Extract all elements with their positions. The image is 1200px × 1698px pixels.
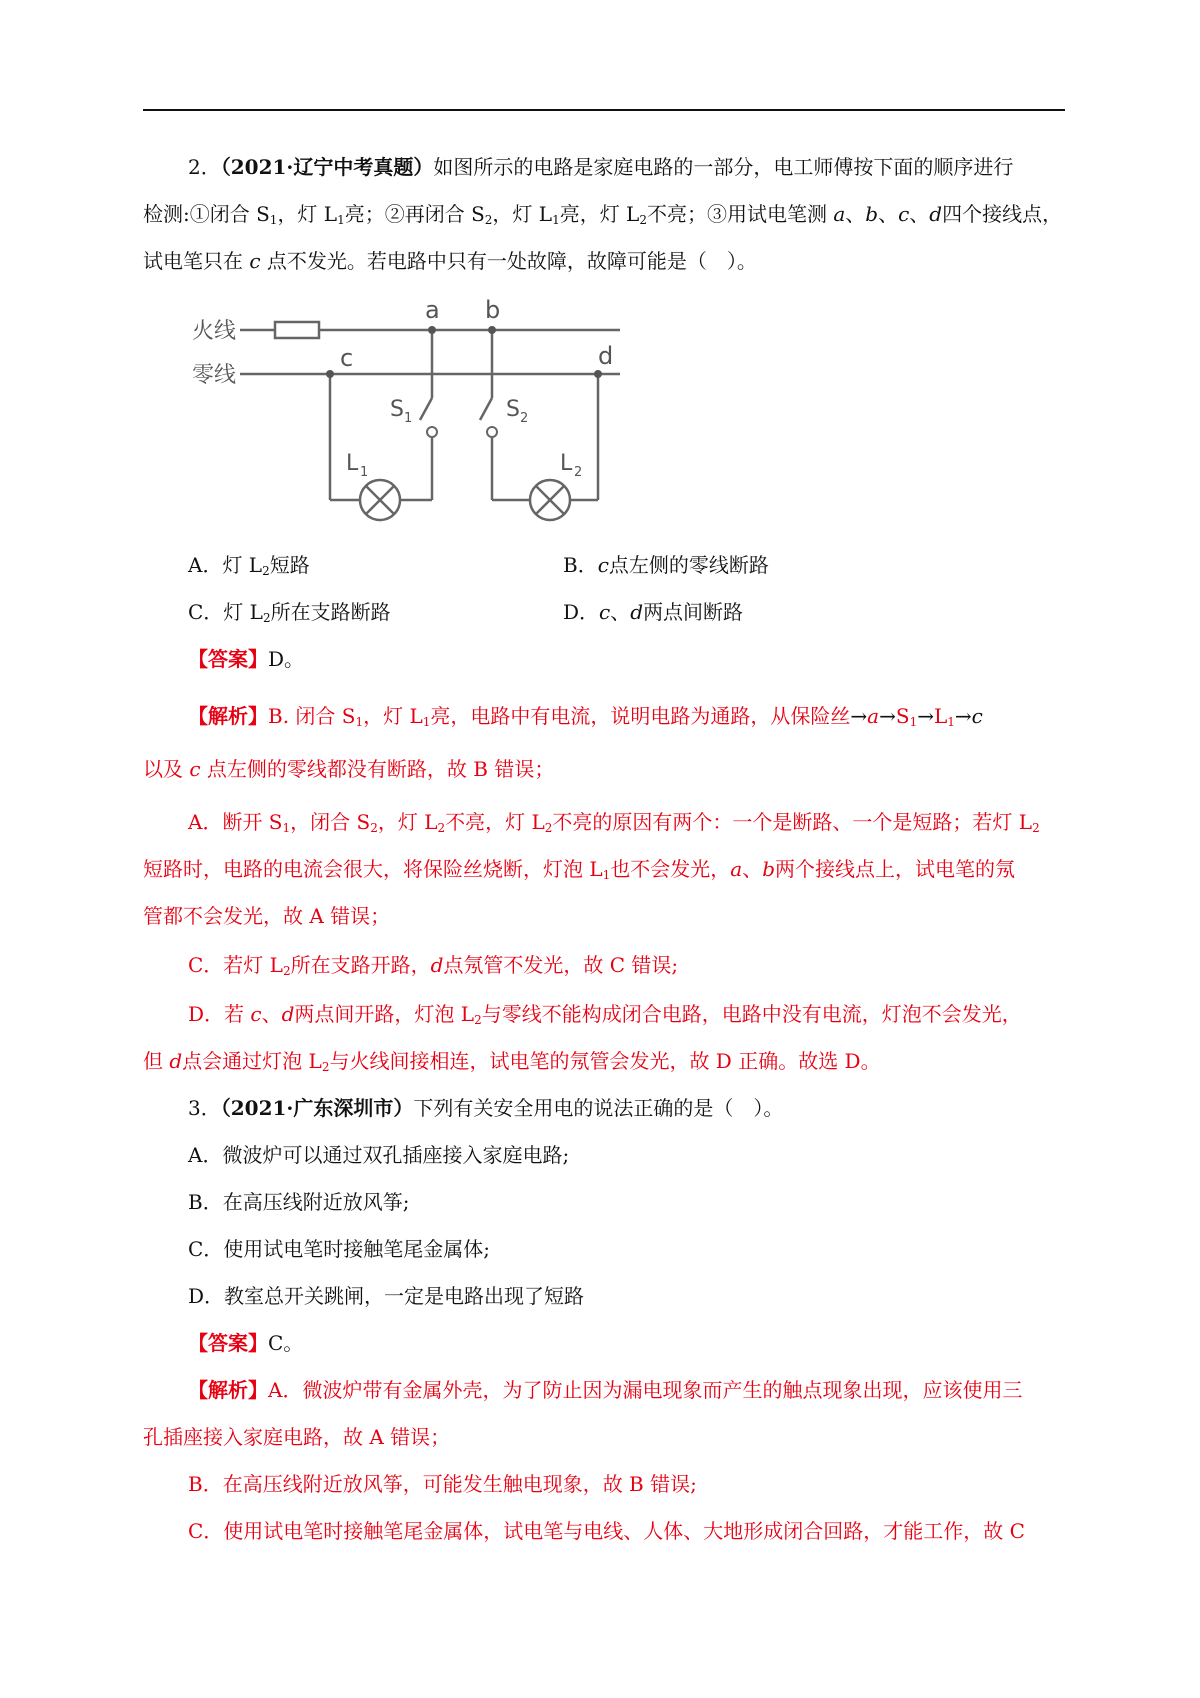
live-wire-label: 火线 <box>192 319 237 344</box>
q3-number: 3． <box>188 1096 221 1120</box>
switch-s1-contact-icon <box>427 427 437 437</box>
switch-s2-contact-icon <box>487 427 497 437</box>
svg-text:1: 1 <box>360 465 369 480</box>
header-rule <box>143 109 1065 111</box>
lamp-l2-icon <box>530 480 570 520</box>
q3-answer: 【答案】C。 <box>188 1331 304 1355</box>
answer-label: 【答案】 <box>188 647 268 671</box>
analysis-label: 【解析】 <box>188 704 268 728</box>
q2-number: 2． <box>188 155 221 179</box>
q3-analysis-line-1: 【解析】A．微波炉带有金属外壳，为了防止因为漏电现象而产生的触点现象出现，应该使用三 <box>188 1378 1023 1402</box>
q2-analysis-line-4: 短路时，电路的电流会很大，将保险丝烧断，灯泡 $L_1$也不会发光，a、b两个接线点上，试电笔的氖 <box>143 857 1016 882</box>
node-d <box>594 370 602 378</box>
q3-source: （2021·广东深圳市） <box>220 1096 414 1120</box>
q3-analysis-line-4: C．使用试电笔时接触笔尾金属体，试电笔与电线、人体、大地形成闭合回路，才能工作，故 C <box>188 1519 1025 1543</box>
fuse-icon <box>275 322 319 338</box>
lamp-l1-icon <box>360 480 400 520</box>
q3-option-c: C．使用试电笔时接触笔尾金属体; <box>188 1237 491 1261</box>
svg-text:2: 2 <box>574 465 583 480</box>
q2-option-c: C．灯 $L_2$所在支路断路 <box>188 600 391 625</box>
q3-option-d: D．教室总开关跳闸，一定是电路出现了短路 <box>188 1284 585 1308</box>
node-b <box>488 326 496 334</box>
q3-analysis-line-3: B．在高压线附近放风筝，可能发生触电现象，故 B 错误; <box>188 1472 697 1496</box>
q2-option-d: D．c、d两点间断路 <box>563 600 744 624</box>
q3-stem: 3．（2021·广东深圳市）下列有关安全用电的说法正确的是（ ）。 <box>188 1096 784 1120</box>
label-l2: L <box>560 451 573 476</box>
q2-analysis-line-6: C．若灯 $L_2$所在支路开路，d点氖管不发光，故 C 错误; <box>188 953 679 978</box>
analysis-label: 【解析】 <box>188 1378 268 1402</box>
label-a: a <box>425 296 440 324</box>
label-b: b <box>485 296 501 324</box>
circuit-diagram <box>192 296 630 528</box>
answer-label: 【答案】 <box>188 1331 268 1355</box>
neutral-wire-label: 零线 <box>192 363 237 388</box>
q2-source: （2021·辽宁中考真题） <box>220 155 434 179</box>
q3-option-b: B．在高压线附近放风筝; <box>188 1190 410 1214</box>
q2-stem-line-2: 检测:①闭合 $S_1$，灯 $L_1$亮；②再闭合 $S_2$，灯 $L_1$亮，灯 $L_2$不亮；③用试电笔测 a、b、c、d四个接线点， <box>143 202 1063 227</box>
label-s2: S <box>506 397 520 422</box>
label-l1: L <box>346 451 359 476</box>
q2-analysis-line-2: 以及 c 点左侧的零线都没有断路，故 B 错误； <box>143 757 555 781</box>
q2-analysis-line-3: A．断开 $S_1$，闭合 $S_2$，灯 $L_2$不亮，灯 $L_2$不亮的原因有两个：一个是断路、一个是短路；若灯 $L_2$ <box>188 810 1040 835</box>
label-c: c <box>340 344 354 372</box>
q3-analysis-line-2: 孔插座接入家庭电路，故 A 错误； <box>143 1425 451 1449</box>
label-s1: S <box>390 397 404 422</box>
q2-analysis-line-1: 【解析】B. 闭合 $S_1$，灯 $L_1$亮，电路中有电流，说明电路为通路，从保险丝$\to a\to S_1\to L_1\to c$ <box>188 704 983 729</box>
q2-stem-line-3: 试电笔只在 c 点不发光。若电路中只有一处故障，故障可能是（ ）。 <box>143 249 757 273</box>
q2-answer: 【答案】D。 <box>188 647 305 671</box>
q2-analysis-line-5: 管都不会发光，故 A 错误； <box>143 904 391 928</box>
q2-option-b: B．c点左侧的零线断路 <box>563 553 769 577</box>
label-d: d <box>598 342 614 370</box>
q3-option-a: A．微波炉可以通过双孔插座接入家庭电路; <box>188 1143 570 1167</box>
node-a <box>428 326 436 334</box>
q2-analysis-line-7: D．若 c、d两点间开路，灯泡 $L_2$与零线不能构成闭合电路，电路中没有电流，灯泡不会发光， <box>188 1002 1022 1027</box>
svg-text:1: 1 <box>404 411 413 426</box>
q2-analysis-line-8: 但 d点会通过灯泡 $L_2$与火线间接相连，试电笔的氖管会发光，故 D 正确。故选 D。 <box>143 1049 881 1074</box>
q2-option-a: A．灯 $L_2$短路 <box>188 553 310 578</box>
svg-text:2: 2 <box>520 411 529 426</box>
node-c <box>326 370 334 378</box>
q2-stem-line-1: 2．（2021·辽宁中考真题）如图所示的电路是家庭电路的一部分，电工师傅按下面的顺序进行 <box>188 155 1014 179</box>
